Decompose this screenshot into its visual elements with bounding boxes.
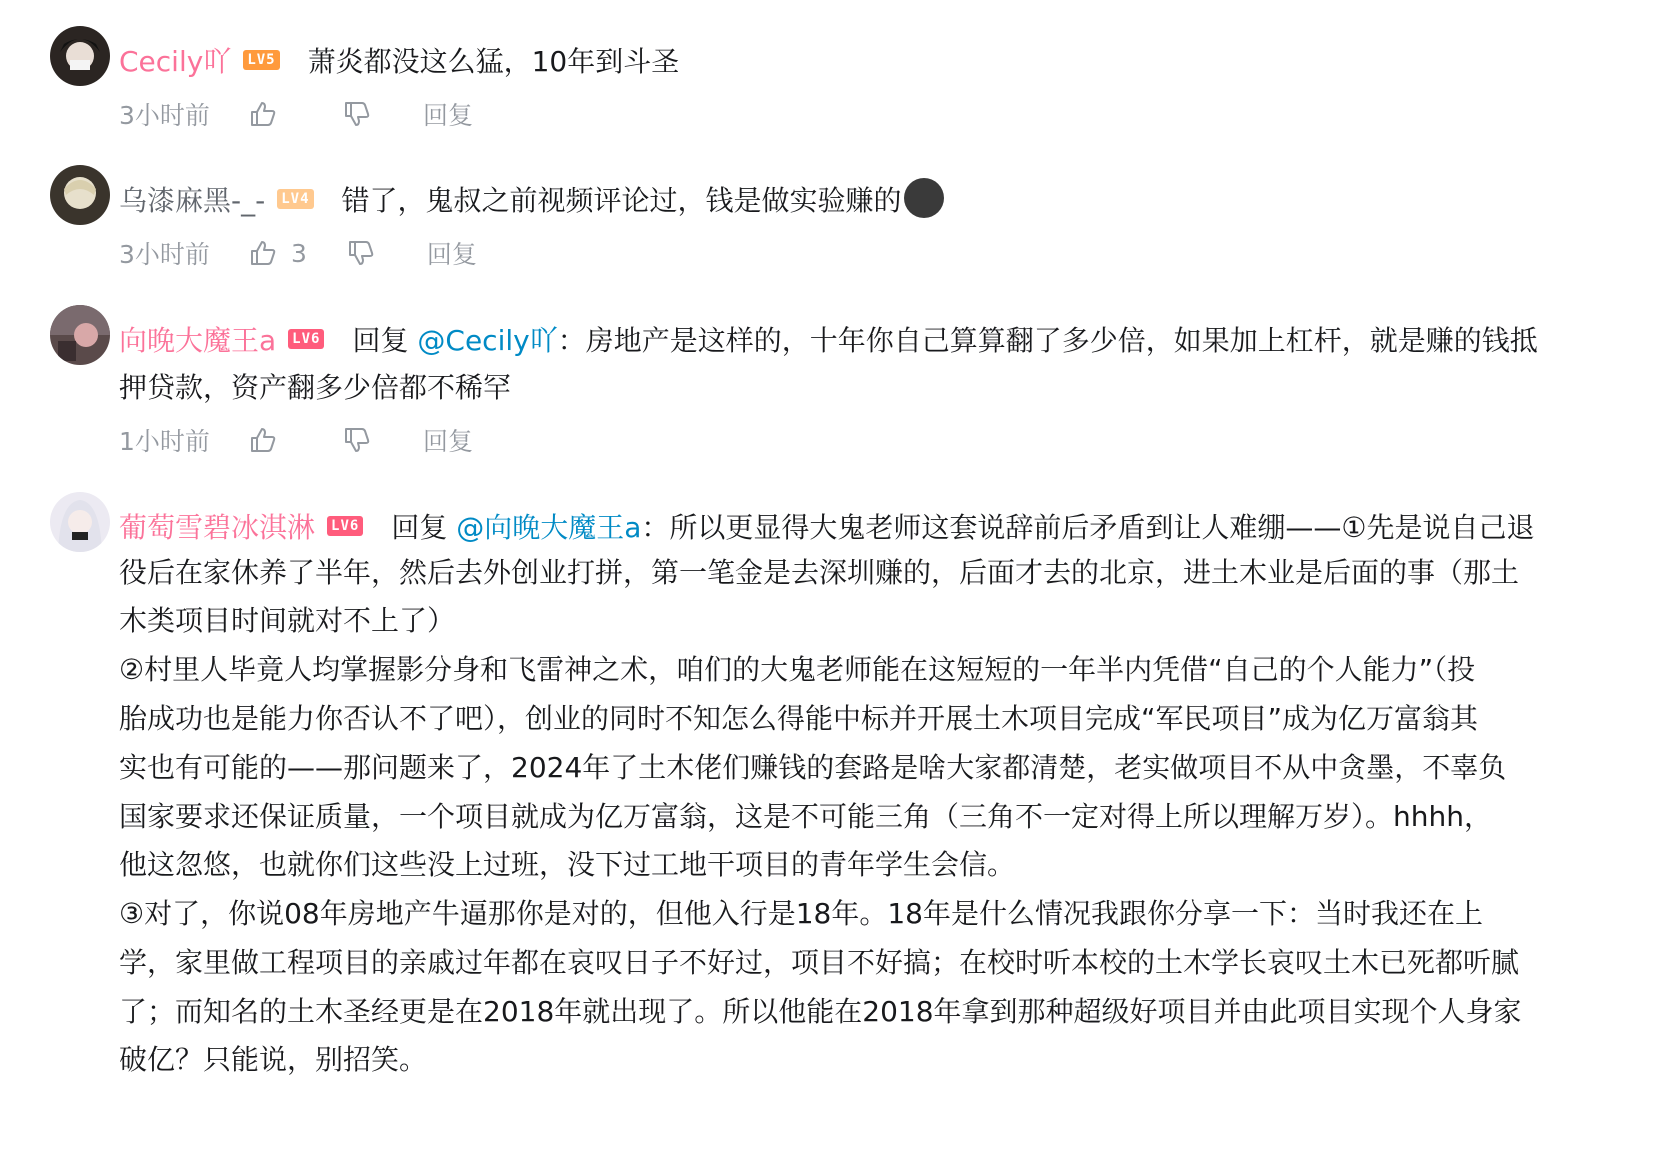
comment-text-line: 胎成功也是能力你否认不了吧），创业的同时不知怎么得能中标并开展土木项目完成“军民项目”成为亿万富翁其 (119, 702, 1479, 735)
comment-text-continued: 押贷款，资产翻多少倍都不稀罕 (119, 371, 512, 404)
comment-text-line: ③对了，你说08年房地产牛逼那你是对的，但他入行是18年。18年是什么情况我跟你分享一下：当时我还在上 (119, 897, 1483, 930)
level-badge: LV6 (327, 516, 363, 536)
comment-text-line: 役后在家休养了半年，然后去外创业打拼，第一笔金是去深圳赚的，后面才去的北京，进土木业是后面的事（那土 (119, 556, 1520, 589)
thumbs-up-icon (249, 426, 277, 454)
level-badge: LV5 (243, 50, 279, 70)
reply-prefix: 回复 (352, 324, 409, 357)
comment-header (119, 36, 679, 88)
comment-header (119, 175, 944, 227)
comment-text-line: ：所以更显得大鬼老师这套说辞前后矛盾到让人难绷——①先是说自己退 (641, 511, 1535, 544)
comment-header (119, 502, 1535, 554)
like-button[interactable] (249, 426, 291, 454)
thumbs-down-icon[interactable] (343, 100, 371, 128)
timestamp: 3小时前 (119, 101, 210, 130)
username[interactable]: 向晚大魔王a (119, 324, 277, 357)
like-button[interactable] (249, 100, 291, 128)
thumbs-down-icon[interactable] (343, 426, 371, 454)
comment-text-line: 破亿？只能说，别招笑。 (119, 1043, 428, 1076)
username[interactable]: 葡萄雪碧冰淇淋 (119, 511, 316, 544)
comment-body (119, 549, 1639, 1084)
level-badge: LV4 (277, 189, 313, 209)
comment-actions (119, 96, 473, 132)
comment-text-line: ：房地产是这样的，十年你自己算算翻了多少倍，如果加上杠杆，就是赚的钱抵 (557, 324, 1538, 357)
like-button[interactable] (249, 239, 307, 268)
timestamp: 3小时前 (119, 240, 210, 269)
thumbs-up-icon (249, 100, 277, 128)
comment-actions (119, 422, 473, 458)
comment-text: 错了，鬼叔之前视频评论过，钱是做实验赚的 (341, 184, 902, 217)
comment-text: 萧炎都没这么猛，10年到斗圣 (307, 45, 680, 78)
thumbs-down-icon[interactable] (347, 239, 375, 267)
thumbs-up-icon (249, 239, 277, 267)
avatar[interactable] (50, 492, 110, 552)
mention-link[interactable]: @Cecily吖 (417, 324, 558, 357)
reply-prefix: 回复 (391, 511, 448, 544)
reply-button[interactable]: 回复 (423, 101, 474, 130)
comment-actions (119, 235, 477, 271)
comment-text-line: 学，家里做工程项目的亲戚过年都在哀叹日子不好过，项目不好搞；在校时听本校的土木学长哀叹土木已死都听腻 (119, 946, 1520, 979)
comment-text-line: 国家要求还保证质量，一个项目就成为亿万富翁，这是不可能三角（三角不一定对得上所以理解万岁）。hhhh， (119, 800, 1492, 833)
comment-header (119, 315, 1538, 367)
avatar[interactable] (50, 165, 110, 225)
comment-text-line: 他这忽悠，也就你们这些没上过班，没下过工地干项目的青年学生会信。 (119, 848, 1016, 881)
reply-button[interactable]: 回复 (423, 427, 474, 456)
comment-text-line: 了；而知名的土木圣经更是在2018年就出现了。所以他能在2018年拿到那种超级好项目并由此项目实现个人身家 (119, 995, 1522, 1028)
comment-text-line: 木类项目时间就对不上了） (119, 604, 456, 637)
avatar[interactable] (50, 26, 110, 86)
avatar[interactable] (50, 305, 110, 365)
mention-link[interactable]: @向晚大魔王a (456, 511, 642, 544)
comment-text-line: 实也有可能的——那问题来了，2024年了土木佬们赚钱的套路是啥大家都清楚，老实做项目不从中贪墨，不辜负 (119, 751, 1507, 784)
comment-text-line: ②村里人毕竟人均掌握影分身和飞雷神之术，咱们的大鬼老师能在这短短的一年半内凭借“自己的个人能力”（投 (119, 653, 1476, 686)
username[interactable]: Cecily吖 (119, 45, 232, 78)
sticker-emoji-icon (904, 178, 944, 218)
timestamp: 1小时前 (119, 427, 210, 456)
like-count: 3 (291, 238, 307, 268)
username[interactable]: 乌漆麻黑-_- (119, 184, 266, 217)
reply-button[interactable]: 回复 (426, 240, 477, 269)
level-badge: LV6 (288, 329, 324, 349)
